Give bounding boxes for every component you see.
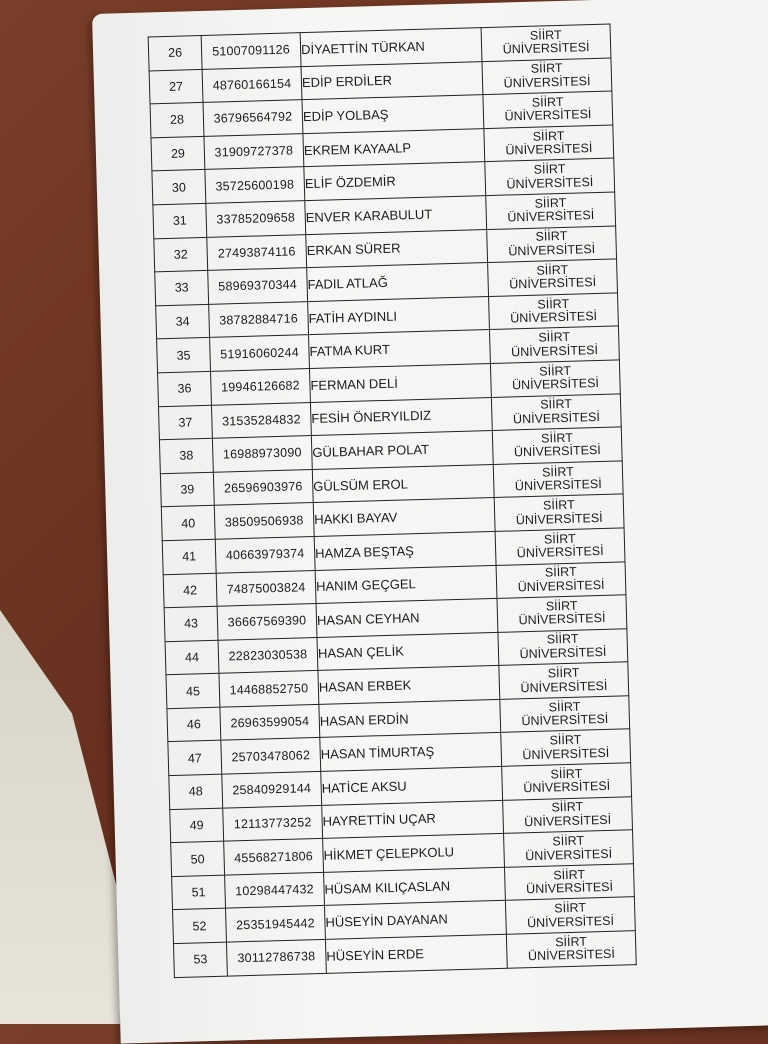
row-number: 52 [173, 909, 227, 944]
institution-line-1: SİİRT [551, 800, 584, 815]
institution-line-1: SİİRT [548, 699, 581, 715]
institution-line-1: SİİRT [540, 430, 574, 446]
institution-line-2: ÜNİVERSİTESİ [509, 275, 597, 292]
institution-line-1: SİİRT [532, 128, 565, 144]
institution-line-1: SİİRT [537, 296, 570, 312]
institution [500, 696, 630, 733]
institution-line-2: ÜNİVERSİTESİ [506, 174, 594, 192]
person-name: HÜSAM KILIÇASLAN [324, 867, 506, 906]
institution [501, 729, 631, 766]
id-number: 51916060244 [210, 335, 310, 371]
id-number: 38509506938 [214, 503, 314, 539]
institution [486, 192, 616, 229]
institution [490, 360, 620, 397]
institution-line-1: SİİRT [540, 397, 573, 412]
person-name: EDİP YOLBAŞ [302, 95, 484, 134]
institution-line-2: ÜNİVERSİTESİ [523, 779, 611, 796]
institution-line-2: ÜNİVERSİTESİ [515, 510, 603, 527]
row-number: 53 [173, 942, 227, 977]
institution-line-1: SİİRT [549, 732, 582, 748]
row-number: 48 [169, 774, 223, 809]
institution-line-2: ÜNİVERSİTESİ [508, 241, 596, 259]
row-number: 27 [149, 69, 203, 104]
person-name: ENVER KARABULUT [305, 196, 487, 235]
institution-line-1: SİİRT [545, 598, 578, 614]
id-number: 16988973090 [212, 436, 312, 472]
id-number: 30112786738 [226, 939, 326, 975]
row-number: 50 [171, 841, 225, 876]
institution [482, 58, 612, 95]
row-number: 39 [160, 472, 214, 507]
row-number: 33 [155, 271, 209, 306]
institution-line-1: SİİRT [543, 531, 576, 547]
id-number: 45568271806 [224, 839, 324, 875]
person-name: ERKAN SÜRER [306, 229, 488, 268]
printed-sheet [92, 0, 768, 1044]
institution [491, 393, 621, 430]
institution [502, 763, 632, 800]
floor-background [0, 610, 120, 1024]
row-number: 42 [163, 573, 217, 608]
id-number: 10298447432 [225, 872, 325, 908]
id-number: 22823030538 [218, 637, 318, 673]
person-name: HAMZA BEŞTAŞ [314, 531, 496, 570]
person-name: ELİF ÖZDEMİR [304, 162, 486, 201]
person-name: FATMA KURT [309, 330, 491, 369]
institution-line-1: SİİRT [546, 632, 579, 648]
institution-line-1: SİİRT [544, 564, 577, 580]
id-number: 51007091126 [201, 33, 301, 69]
institution-line-2: ÜNİVERSİTESİ [521, 712, 609, 729]
institution-line-2: ÜNİVERSİTESİ [522, 745, 610, 763]
institution [488, 259, 618, 296]
institution-line-2: ÜNİVERSİTESİ [526, 913, 615, 930]
id-number: 12113773252 [223, 805, 323, 841]
id-number: 35725600198 [205, 167, 305, 203]
institution [499, 662, 629, 699]
institution-line-1: SİİRT [547, 665, 580, 681]
institution [493, 461, 623, 498]
institution [485, 158, 615, 195]
person-name: HÜSEYİN DAYANAN [324, 901, 506, 940]
institution [503, 796, 633, 833]
institution-line-1: SİİRT [553, 867, 586, 883]
institution-line-2: ÜNİVERSİTESİ [520, 678, 608, 695]
person-name: FERMAN DELİ [309, 363, 491, 402]
person-name: HASAN ÇELİK [317, 632, 499, 671]
table-body [148, 24, 636, 977]
institution-line-2: ÜNİVERSİTESİ [511, 376, 600, 393]
institution-line-2: ÜNİVERSİTESİ [514, 476, 602, 494]
institution-line-1: SİİRT [536, 262, 569, 278]
person-name: HANIM GEÇGEL [315, 565, 497, 604]
person-name: HAYRETTİN UÇAR [322, 800, 504, 839]
institution [495, 528, 625, 565]
institution-line-2: ÜNİVERSİTESİ [517, 577, 605, 595]
institution-line-2: ÜNİVERSİTESİ [507, 208, 595, 225]
row-number: 38 [159, 438, 213, 473]
id-number: 31535284832 [211, 402, 311, 438]
person-name: HATİCE AKSU [321, 766, 503, 805]
institution [504, 830, 634, 867]
institution [484, 125, 614, 162]
row-number: 51 [172, 875, 226, 910]
institution-line-1: SİİRT [538, 329, 571, 345]
institution [483, 91, 613, 128]
row-number: 26 [148, 35, 202, 70]
institution [498, 628, 628, 665]
row-number: 32 [154, 237, 208, 272]
row-number: 31 [153, 203, 207, 238]
institution-line-1: SİİRT [550, 766, 583, 782]
row-number: 45 [166, 673, 220, 708]
id-number: 36796564792 [203, 100, 303, 136]
id-number: 36667569390 [217, 604, 317, 640]
person-name: EDİP ERDİLER [301, 61, 483, 100]
id-number: 31909727378 [204, 133, 304, 169]
institution-line-1: SİİRT [552, 833, 585, 849]
id-number: 40663979374 [215, 536, 315, 572]
institution [506, 931, 636, 968]
institution-line-2: ÜNİVERSİTESİ [503, 74, 591, 91]
person-name: HÜSEYİN ERDE [325, 934, 507, 973]
row-number: 34 [156, 304, 210, 339]
institution-line-1: SİİRT [554, 900, 587, 916]
person-name: HAKKI BAYAV [313, 498, 495, 537]
row-number: 43 [164, 606, 218, 641]
participant-table [148, 24, 637, 978]
institution-line-1: SİİRT [542, 497, 575, 513]
person-name: HASAN ERDİN [319, 699, 501, 738]
institution [496, 561, 626, 598]
institution-line-2: ÜNİVERSİTESİ [502, 40, 590, 57]
id-number: 25840929144 [222, 771, 322, 807]
institution [497, 595, 627, 632]
id-number: 38782884716 [209, 301, 309, 337]
person-name: FATİH AYDINLI [308, 296, 490, 335]
institution-line-2: ÜNİVERSİTESİ [505, 141, 593, 158]
person-name: GÜLBAHAR POLAT [311, 431, 493, 470]
institution-line-1: SİİRT [541, 464, 575, 480]
institution [504, 864, 634, 901]
institution [481, 24, 611, 61]
id-number: 26963599054 [220, 704, 320, 740]
row-number: 49 [170, 808, 224, 843]
institution-line-1: SİİRT [530, 61, 563, 77]
row-number: 41 [162, 539, 216, 574]
institution [505, 897, 635, 934]
person-name: GÜLSÜM EROL [312, 464, 494, 503]
institution-line-1: SİİRT [535, 229, 568, 245]
institution-line-2: ÜNİVERSİTESİ [504, 107, 592, 125]
id-number: 14468852750 [219, 671, 319, 707]
row-number: 47 [168, 741, 222, 776]
id-number: 27493874116 [207, 234, 307, 270]
institution-line-2: ÜNİVERSİTESİ [527, 947, 616, 964]
institution-line-1: SİİRT [539, 363, 572, 379]
person-name: HASAN ERBEK [318, 666, 500, 705]
institution-line-1: SİİRT [555, 934, 588, 950]
id-number: 25351945442 [226, 906, 326, 942]
institution-line-2: ÜNİVERSİTESİ [524, 812, 612, 830]
id-number: 26596903976 [213, 469, 313, 505]
id-number: 25703478062 [221, 738, 321, 774]
person-name: DİYAETTİN TÜRKAN [300, 28, 482, 67]
institution-line-1: SİİRT [534, 195, 567, 211]
institution [492, 427, 622, 464]
person-name: HASAN CEYHAN [316, 599, 498, 638]
institution [489, 326, 619, 363]
id-number: 58969370344 [208, 268, 308, 304]
institution-line-2: ÜNİVERSİTESİ [525, 846, 613, 863]
institution [489, 293, 619, 330]
row-number: 30 [152, 170, 206, 205]
institution-line-1: SİİRT [529, 27, 562, 43]
id-number: 74875003824 [216, 570, 316, 606]
row-number: 36 [158, 371, 212, 406]
row-number: 37 [158, 405, 212, 440]
row-number: 29 [151, 136, 205, 171]
id-number: 48760166154 [202, 66, 302, 102]
person-name: HİKMET ÇELEPKOLU [323, 834, 505, 873]
person-name: EKREM KAYAALP [303, 128, 485, 167]
institution-line-2: ÜNİVERSİTESİ [510, 342, 599, 360]
institution-line-2: ÜNİVERSİTESİ [518, 611, 606, 628]
institution [487, 226, 617, 263]
person-name: FADIL ATLAĞ [307, 263, 489, 302]
person-name: HASAN TİMURTAŞ [320, 733, 502, 772]
institution-line-2: ÜNİVERSİTESİ [519, 644, 607, 662]
institution-line-2: ÜNİVERSİTESİ [525, 879, 614, 897]
institution-line-2: ÜNİVERSİTESİ [512, 409, 601, 427]
person-name: FESİH ÖNERYILDIZ [310, 397, 492, 436]
row-number: 40 [161, 506, 215, 541]
id-number: 19946126682 [211, 369, 311, 405]
row-number: 35 [157, 338, 211, 373]
institution [494, 494, 624, 531]
institution-line-1: SİİRT [533, 162, 566, 177]
institution-line-2: ÜNİVERSİTESİ [510, 309, 598, 326]
row-number: 44 [165, 640, 219, 675]
institution-line-2: ÜNİVERSİTESİ [513, 443, 601, 460]
institution-line-1: SİİRT [531, 94, 564, 110]
institution-line-2: ÜNİVERSİTESİ [516, 544, 604, 561]
row-number: 46 [167, 707, 221, 742]
row-number: 28 [150, 103, 204, 138]
id-number: 33785209658 [206, 201, 306, 237]
